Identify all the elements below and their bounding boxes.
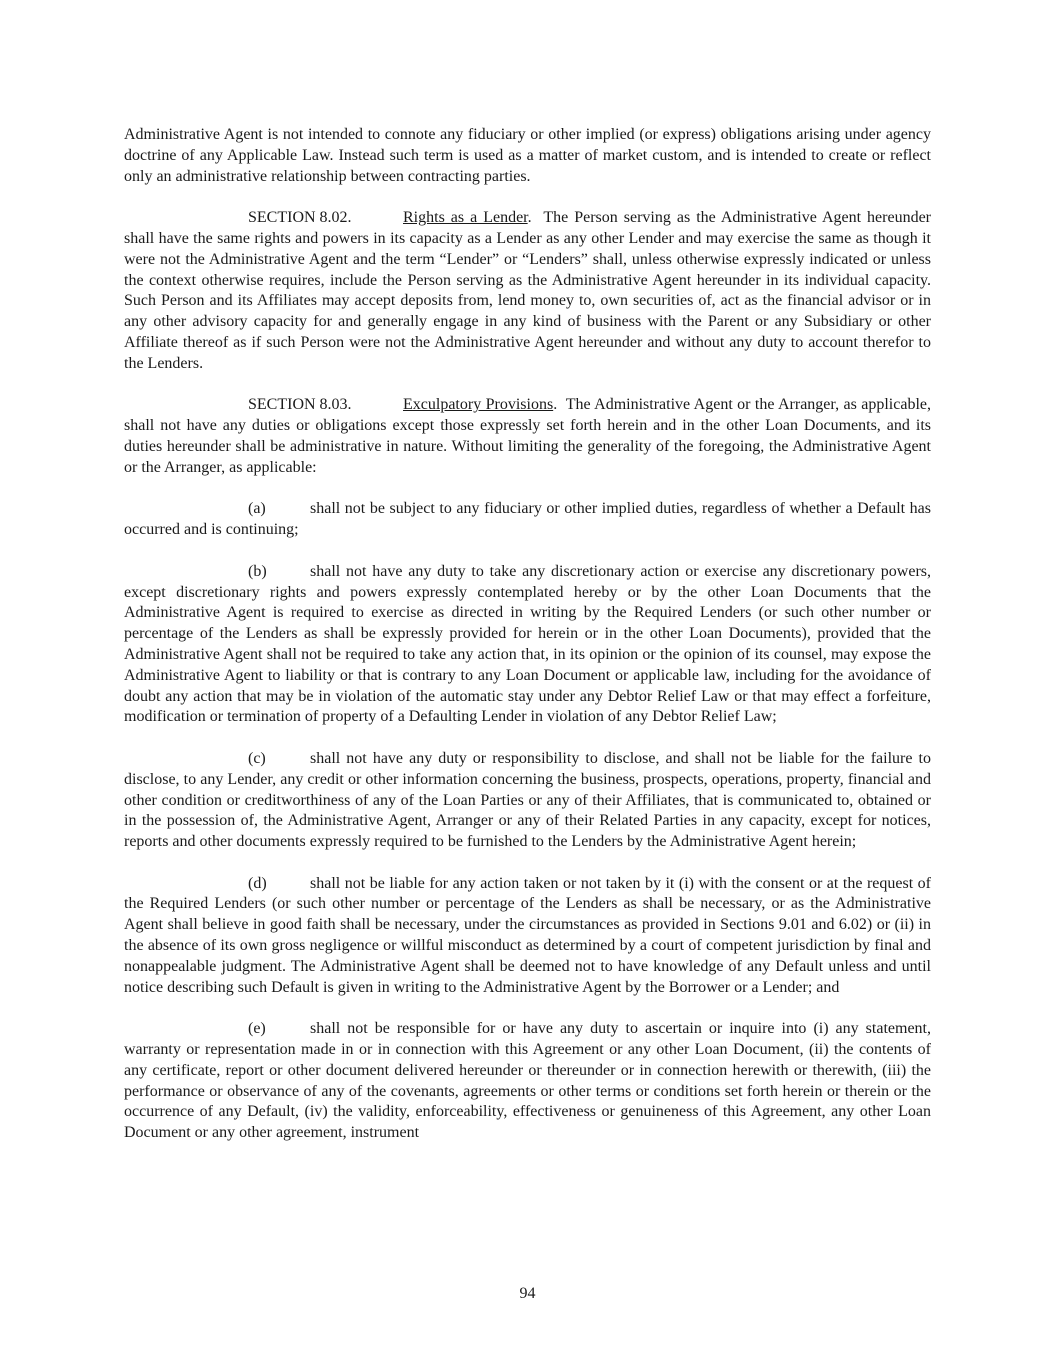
section-heading: Rights as a Lender	[403, 209, 528, 227]
heading-period: .	[527, 209, 532, 227]
section-text: The Person serving as the Administrative Agent hereunder shall have the same rights and powers in its capacity as a Lender as any other Lender and may exercise the same as though it were not the Administrative Agent and the term “Lender” or “Lenders” shall, unless otherwise expressly indicated or unless the context otherwise requires, include the Person serving as the Administrative Agent hereunder in its individual capacity. Such Person and its Affiliates may accept deposits from, lend money to, own securities of, act as the financial advisor or in any other advisory capacity for and generally engage in any kind of business with the Parent or any Subsidiary or other Affiliate thereof as if such Person were not the Administrative Agent hereunder and without any duty to account therefor to the Lenders.	[124, 209, 932, 372]
clause-e-paragraph	[124, 1019, 931, 1144]
clause-b-paragraph	[124, 562, 931, 728]
heading-period: .	[553, 396, 558, 414]
intro-paragraph	[124, 125, 931, 187]
clause-d-paragraph	[124, 874, 931, 999]
clause-label: (c)	[248, 749, 266, 767]
intro-text: Administrative Agent is not intended to connote any fiduciary or other implied (or express) obligations arising under agency doctrine of any Applicable Law. Instead such term is used as a matter of market custom, and is intended to create or reflect only an administrative relationship between contracting parties.	[124, 126, 931, 185]
section-8-03-paragraph	[124, 395, 931, 478]
section-heading: Exculpatory Provisions	[403, 396, 554, 414]
clause-text: shall not be liable for any action taken or not taken by it (i) with the consent or at the request of the Required Lenders (or such other number or percentage of the Lenders as shall be necessary, or as the Administrative Agent shall believe in good faith shall be necessary, under the circumstances as provided in Sections 9.01 and 6.02) or (ii) in the absence of its own gross negligence or willful misconduct as determined by a court of competent jurisdiction by final and nonappealable judgment. The Administrative Agent shall be deemed not to have knowledge of any Default unless and until notice describing such Default is given in writing to the Administrative Agent by the Borrower or a Lender; and	[124, 874, 931, 996]
page-number: 94	[519, 1285, 536, 1302]
clause-text: shall not be subject to any fiduciary or other implied duties, regardless of whether a Default has occurred and is continuing;	[124, 500, 931, 539]
clause-a-paragraph	[124, 499, 931, 541]
clause-text: shall not have any duty or responsibility to disclose, and shall not be liable for the failure to disclose, to any Lender, any credit or other information concerning the business, prospects, operations, property, financial and other condition or creditworthiness of any of the Loan Parties or any of their Affiliates, that is communicated to, obtained or in the possession of, the Administrative Agent, Arranger or any of their Related Parties in any capacity, except for notices, reports and other documents expressly required to be furnished to the Lenders by the Administrative Agent herein;	[124, 749, 931, 851]
section-text: The Administrative Agent or the Arranger, as applicable, shall not have any duties or obligations except those expressly set forth herein and in the other Loan Documents, and its duties hereunder shall be administrative in nature. Without limiting the generality of the foregoing, the Administrative Agent or the Arranger, as applicable:	[124, 396, 932, 476]
clause-label: (e)	[248, 1020, 266, 1038]
clause-text: shall not be responsible for or have any duty to ascertain or inquire into (i) any statement, warranty or representation made in or in connection with this Agreement or any other Loan Document, (ii) the contents of any certificate, report or other document delivered hereunder or thereunder or in connection herewith or therewith, (iii) the performance or observance of any of the covenants, agreements or other terms or conditions set forth herein or therein or the occurrence of any Default, (iv) the validity, enforceability, effectiveness or genuineness of this Agreement, any other Loan Document or any other agreement, instrument	[124, 1020, 931, 1142]
section-8-02-paragraph	[124, 208, 931, 374]
document-body	[124, 125, 931, 1165]
clause-c-paragraph	[124, 749, 931, 853]
clause-text: shall not have any duty to take any discretionary action or exercise any discretionary powers, except discretionary rights and powers expressly contemplated hereby or by the other Loan Documents that the Administrative Agent is required to exercise as directed in writing by the Required Lenders (or such other number or percentage of the Lenders as shall be expressly provided for herein or in the other Loan Documents), provided that the Administrative Agent shall not be required to take any action that, in its opinion or the opinion of its counsel, may expose the Administrative Agent to liability or that is contrary to any Loan Document or applicable law, including for the avoidance of doubt any action that may be in violation of the automatic stay under any Debtor Relief Law or that may effect a forfeiture, modification or termination of property of a Defaulting Lender in violation of any Debtor Relief Law;	[124, 562, 931, 726]
clause-label: (b)	[248, 562, 267, 580]
clause-label: (a)	[248, 500, 266, 518]
section-number: SECTION 8.03.	[248, 396, 352, 414]
clause-label: (d)	[248, 874, 267, 892]
section-number: SECTION 8.02.	[248, 209, 352, 227]
